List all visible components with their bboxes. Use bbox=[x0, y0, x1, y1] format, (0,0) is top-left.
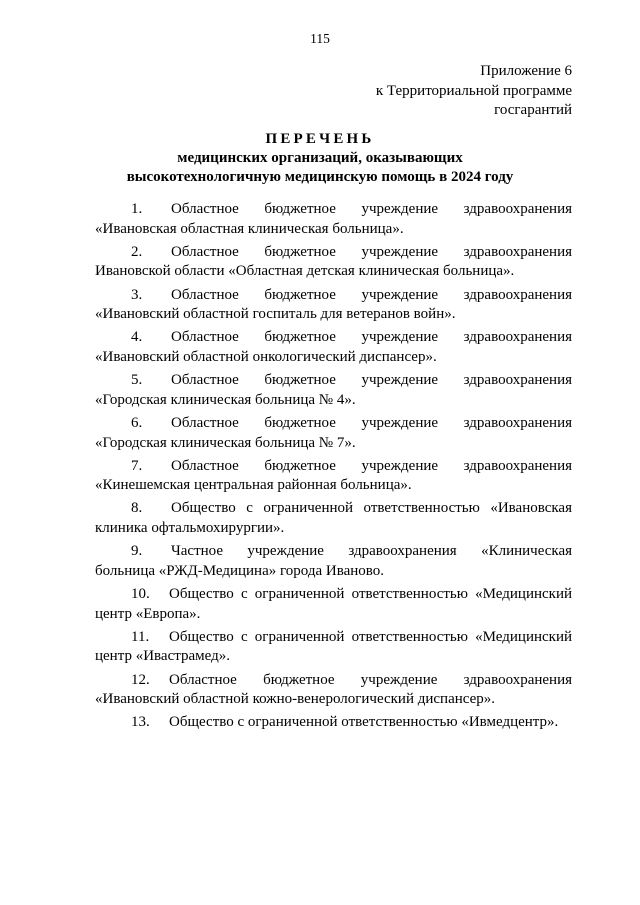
list-item-number: 7. bbox=[131, 457, 143, 474]
list-item-number: 12. bbox=[131, 671, 150, 688]
list-item-text: Общество с ограниченной ответственностью «Медицинский центр «Европа». bbox=[95, 586, 572, 622]
list-item-number: 5. bbox=[131, 372, 143, 389]
appendix-line-3: госгарантий bbox=[494, 102, 572, 118]
list-item-number: 9. bbox=[131, 543, 143, 560]
appendix-line-1: Приложение 6 bbox=[480, 63, 572, 79]
list-item-text: Общество с ограниченной ответственностью «Ивмедцентр». bbox=[169, 714, 559, 731]
list-item-number: 3. bbox=[131, 286, 143, 303]
list-item-text: Областное бюджетное учреждение здравоохранения Ивановской области «Областная детская клиническая больница». bbox=[95, 243, 572, 280]
list-item-number: 8. bbox=[131, 500, 143, 517]
document-heading bbox=[0, 130, 640, 187]
appendix-note bbox=[376, 62, 572, 121]
list-item-number: 10. bbox=[131, 586, 150, 603]
list-item-number: 4. bbox=[131, 329, 143, 346]
list-item bbox=[95, 286, 572, 325]
list-item bbox=[95, 371, 572, 410]
list-item-number: 11. bbox=[131, 628, 150, 645]
list-item-text: Областное бюджетное учреждение здравоохранения «Ивановский областной госпиталь для ветеранов войн». bbox=[95, 286, 572, 323]
list-item-text: Областное бюджетное учреждение здравоохранения «Ивановский областной онкологический диспансер». bbox=[95, 329, 572, 365]
list-item bbox=[95, 328, 572, 367]
list-item bbox=[95, 542, 572, 581]
list-item bbox=[95, 414, 572, 453]
list-item-text: Областное бюджетное учреждение здравоохранения «Городская клиническая больница № 4». bbox=[95, 372, 572, 408]
list-item-text: Областное бюджетное учреждение здравоохранения «Ивановская областная клиническая больница». bbox=[95, 201, 572, 237]
list-item bbox=[95, 243, 572, 282]
appendix-line-2: к Территориальной программе bbox=[375, 82, 572, 99]
list-item bbox=[95, 628, 572, 667]
list-item-text: Областное бюджетное учреждение здравоохранения «Городская клиническая больница № 7». bbox=[95, 414, 572, 451]
list-item-text: Областное бюджетное учреждение здравоохранения «Кинешемская центральная районная больница». bbox=[95, 457, 572, 494]
list-item-text: Общество с ограниченной ответственностью «Медицинский центр «Ивастрамед». bbox=[95, 628, 572, 665]
list-item-number: 13. bbox=[131, 714, 150, 731]
document-subtitle-line-2: высокотехнологичную медицинскую помощь в 2024 году bbox=[126, 169, 514, 185]
list-item-text: Частное учреждение здравоохранения «Клиническая больница «РЖД-Медицина» города Иваново. bbox=[95, 543, 572, 579]
list-item-text: Областное бюджетное учреждение здравоохранения «Ивановский областной кожно-венерологический диспансер». bbox=[95, 671, 572, 708]
list-item bbox=[95, 457, 572, 496]
list-item bbox=[95, 200, 572, 239]
document-subtitle-line-1: медицинских организаций, оказывающих bbox=[177, 150, 463, 166]
list-item bbox=[95, 499, 572, 538]
list-item-number: 2. bbox=[131, 243, 143, 260]
organization-list bbox=[95, 200, 572, 737]
list-item bbox=[95, 713, 572, 733]
page-number: 115 bbox=[310, 31, 330, 46]
list-item bbox=[95, 585, 572, 624]
list-item-text: Общество с ограниченной ответственностью «Ивановская клиника офтальмохирургии». bbox=[95, 500, 572, 537]
list-item-number: 1. bbox=[131, 201, 143, 217]
document-title: ПЕРЕЧЕНЬ bbox=[265, 131, 375, 147]
list-item bbox=[95, 671, 572, 710]
list-item-number: 6. bbox=[131, 414, 143, 431]
